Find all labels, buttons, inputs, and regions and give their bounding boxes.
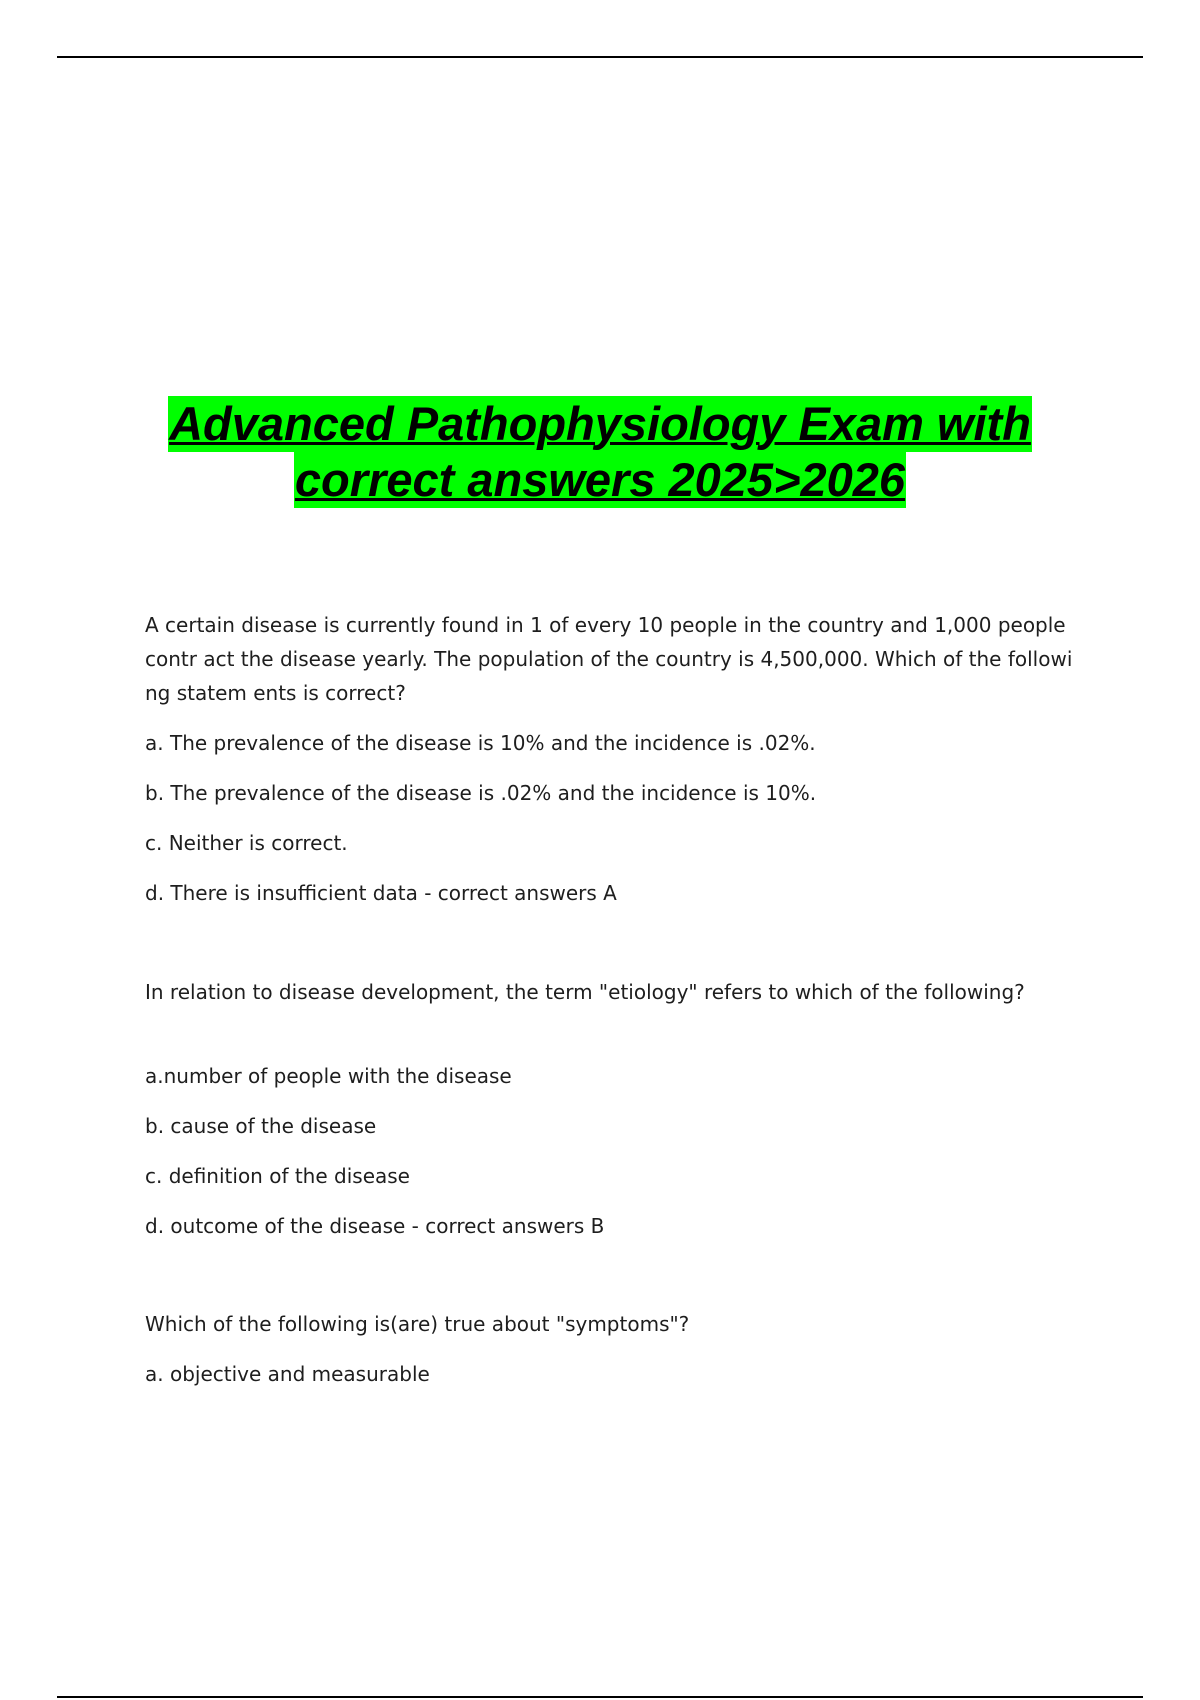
footer-rule (57, 1696, 1143, 1698)
answer-option: d. outcome of the disease - correct answers B (145, 1214, 605, 1238)
answer-option: a. The prevalence of the disease is 10% and the incidence is .02%. (145, 731, 816, 755)
answer-option: a.number of people with the disease (145, 1064, 512, 1088)
answer-option: c. definition of the disease (145, 1164, 410, 1188)
question-2 (145, 975, 1085, 1243)
document-body (145, 608, 1085, 1391)
question-text: Which of the following is(are) true about "symptoms"? (145, 1312, 690, 1336)
answer-option: b. cause of the disease (145, 1114, 377, 1138)
title-line-1: Advanced Pathophysiology Exam with (169, 397, 1031, 450)
document-title (0, 396, 1200, 508)
answer-option: d. There is insufficient data - correct answers A (145, 881, 617, 905)
title-line-2: correct answers 2025>2026 (294, 453, 906, 506)
question-text: A certain disease is currently found in 1 of every 10 people in the country and 1,000 people contr act the disease yearly. The population of the country is 4,500,000. Which of the following statem ents is correct? (145, 613, 1073, 705)
question-text: In relation to disease development, the term "etiology" refers to which of the following? (145, 980, 1025, 1004)
answer-option: a. objective and measurable (145, 1362, 430, 1386)
question-1 (145, 608, 1085, 910)
header-rule (57, 56, 1143, 58)
answer-option: b. The prevalence of the disease is .02% and the incidence is 10%. (145, 781, 817, 805)
answer-option: c. Neither is correct. (145, 831, 348, 855)
question-3 (145, 1307, 1085, 1391)
